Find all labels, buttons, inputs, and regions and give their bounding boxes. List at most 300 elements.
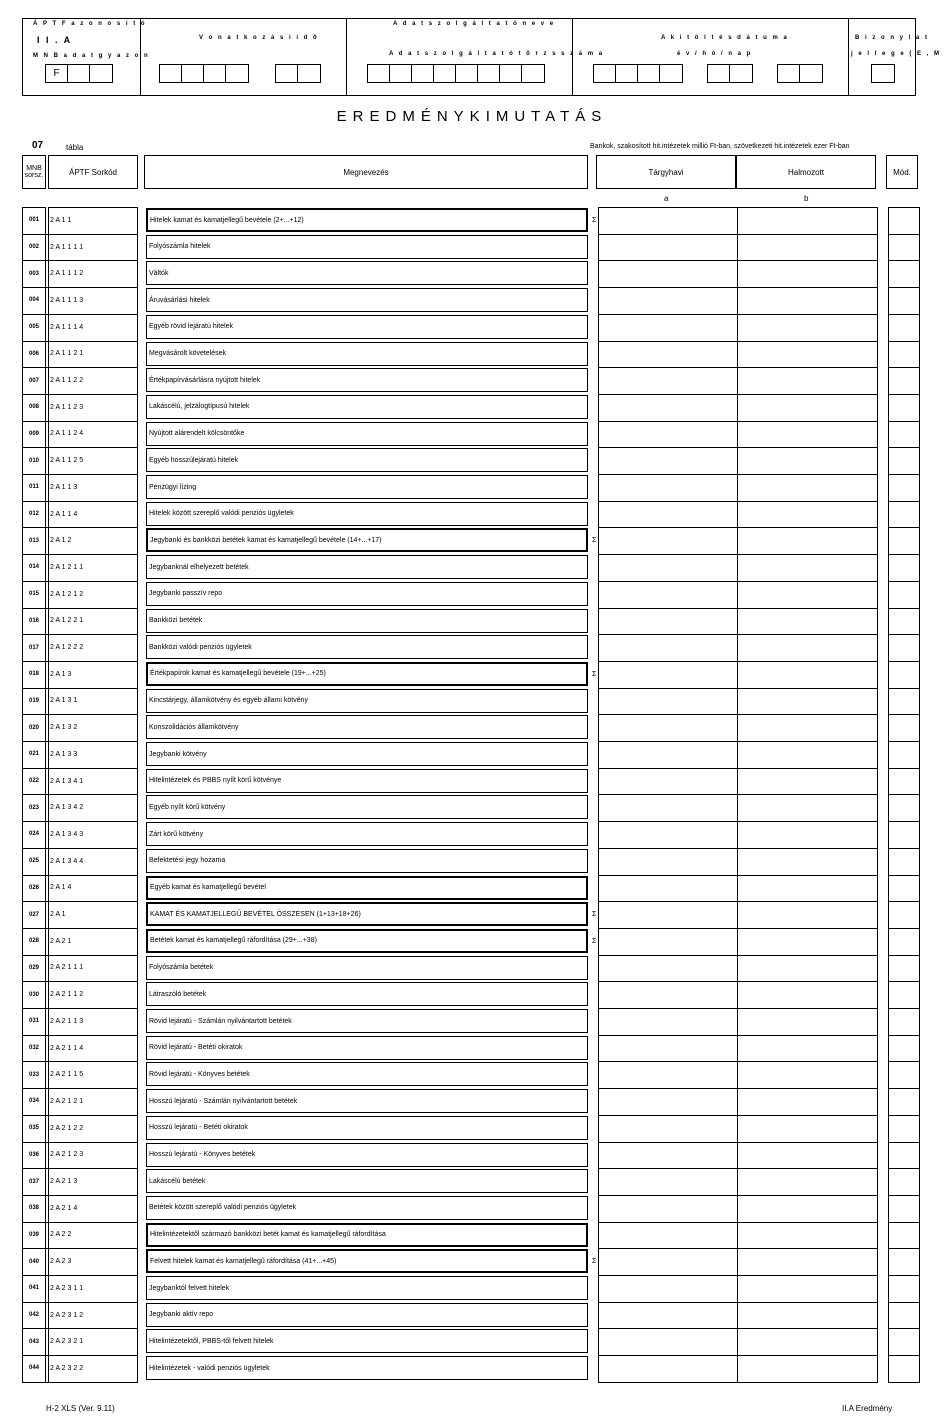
row-cumulative-input[interactable] bbox=[738, 1010, 878, 1032]
row-name: Hitelek kamat és kamatjellegű bevétele (2+...+12) bbox=[146, 208, 588, 232]
row-current-input[interactable] bbox=[600, 743, 736, 765]
row-mod-input[interactable] bbox=[890, 316, 920, 338]
table-row bbox=[22, 234, 922, 261]
date-box[interactable] bbox=[800, 65, 822, 82]
col-cumulative bbox=[736, 155, 876, 189]
row-current-input[interactable] bbox=[600, 423, 736, 445]
table-row bbox=[22, 848, 922, 875]
row-separator bbox=[888, 1382, 920, 1383]
aptf-value: I I . A bbox=[37, 35, 73, 45]
table-row bbox=[22, 1355, 922, 1382]
row-current-input[interactable] bbox=[600, 209, 736, 231]
row-name: Jegybanki kötvény bbox=[146, 742, 588, 766]
row-mod-input[interactable] bbox=[890, 770, 920, 792]
row-current-input[interactable] bbox=[600, 636, 736, 658]
date-box[interactable] bbox=[778, 65, 800, 82]
header-box bbox=[22, 18, 942, 96]
row-current-input[interactable] bbox=[600, 957, 736, 979]
table-row bbox=[22, 421, 922, 448]
row-aptf-code: 2 A 1 1 2 3 bbox=[50, 403, 84, 411]
tax-box[interactable] bbox=[368, 65, 390, 82]
row-mod-input[interactable] bbox=[890, 1037, 920, 1059]
period-box[interactable] bbox=[204, 65, 226, 82]
row-mod-input[interactable] bbox=[890, 1144, 920, 1166]
row-name: Folyószámla betétek bbox=[146, 956, 588, 980]
row-code: 036 bbox=[28, 1151, 39, 1158]
row-mod-input[interactable] bbox=[890, 636, 920, 658]
table-row bbox=[22, 287, 922, 314]
row-cumulative-input[interactable] bbox=[738, 823, 878, 845]
table-row bbox=[22, 634, 922, 661]
report-type-cell bbox=[849, 19, 942, 95]
row-mod-input[interactable] bbox=[890, 903, 920, 925]
table-word: tábla bbox=[66, 143, 84, 152]
row-aptf-code: 2 A 2 1 4 bbox=[50, 1204, 78, 1212]
table-row bbox=[22, 1275, 922, 1302]
row-current-input[interactable] bbox=[600, 690, 736, 712]
mnb-label: M N B a d a t g y a z o n bbox=[33, 53, 150, 59]
row-mod-input[interactable] bbox=[890, 743, 920, 765]
row-aptf-code: 2 A 2 1 1 2 bbox=[50, 991, 84, 999]
row-mod-input[interactable] bbox=[890, 503, 920, 525]
row-name: Rövid lejáratú - Számlán nyilvántartott betétek bbox=[146, 1009, 588, 1033]
row-mod-input[interactable] bbox=[890, 983, 920, 1005]
provider-tax-boxes[interactable] bbox=[367, 64, 545, 83]
row-code: 040 bbox=[28, 1258, 39, 1265]
row-code: 035 bbox=[28, 1125, 39, 1132]
row-mod-input[interactable] bbox=[890, 1170, 920, 1192]
row-mod-input[interactable] bbox=[890, 1197, 920, 1219]
tax-box[interactable] bbox=[478, 65, 500, 82]
row-mod-input[interactable] bbox=[890, 583, 920, 605]
date-month-boxes[interactable] bbox=[707, 64, 753, 83]
row-cumulative-input[interactable] bbox=[738, 903, 878, 925]
row-code: 002 bbox=[28, 244, 39, 251]
row-cumulative-input[interactable] bbox=[738, 262, 878, 284]
report-type-box[interactable] bbox=[871, 64, 895, 83]
row-cumulative-input[interactable] bbox=[738, 610, 878, 632]
row-cumulative-input[interactable] bbox=[738, 236, 878, 258]
col-mnb-label: MNB sorsz. bbox=[24, 165, 44, 179]
row-aptf-code: 2 A 1 2 2 2 bbox=[50, 644, 84, 652]
row-mod-input[interactable] bbox=[890, 877, 920, 899]
row-cumulative-input[interactable] bbox=[738, 396, 878, 418]
row-code: 041 bbox=[28, 1285, 39, 1292]
row-mod-input[interactable] bbox=[890, 476, 920, 498]
row-code: 025 bbox=[28, 858, 39, 865]
row-name: Pénzügyi lízing bbox=[146, 475, 588, 499]
row-cumulative-input[interactable] bbox=[738, 1277, 878, 1299]
row-mod-input[interactable] bbox=[890, 957, 920, 979]
table-row bbox=[22, 447, 922, 474]
table-row bbox=[22, 260, 922, 287]
period-label: V o n a t k o z á s i i d ő bbox=[199, 35, 319, 41]
table-row bbox=[22, 661, 922, 688]
row-code: 027 bbox=[28, 911, 39, 918]
col-mod-label: Mód. bbox=[893, 167, 911, 177]
row-mod-input[interactable] bbox=[890, 1277, 920, 1299]
row-aptf-code: 2 A 1 1 4 bbox=[50, 510, 78, 518]
row-code: 010 bbox=[28, 457, 39, 464]
row-current-input[interactable] bbox=[600, 449, 736, 471]
row-name: KAMAT ÉS KAMATJELLEGŰ BEVÉTEL ÖSSZESEN (1+13+18+26) bbox=[146, 902, 588, 926]
row-separator bbox=[598, 1382, 878, 1383]
col-name-label: Megnevezés bbox=[343, 167, 389, 177]
row-mod-input[interactable] bbox=[890, 796, 920, 818]
row-name: Betétek kamat és kamatjellegű ráfordítása (29+...+38) bbox=[146, 929, 588, 953]
row-cumulative-input[interactable] bbox=[738, 636, 878, 658]
period-year-boxes[interactable] bbox=[159, 64, 249, 83]
tax-box[interactable] bbox=[390, 65, 412, 82]
row-current-input[interactable] bbox=[600, 1037, 736, 1059]
period-box[interactable] bbox=[160, 65, 182, 82]
row-name: Rövid lejáratú - Könyves betétek bbox=[146, 1062, 588, 1086]
row-current-input[interactable] bbox=[600, 663, 736, 685]
row-current-input[interactable] bbox=[600, 529, 736, 551]
period-box[interactable] bbox=[276, 65, 298, 82]
row-cumulative-input[interactable] bbox=[738, 1090, 878, 1112]
row-cumulative-input[interactable] bbox=[738, 503, 878, 525]
mnb-box-group[interactable] bbox=[45, 64, 113, 83]
row-aptf-code: 2 A 2 3 1 2 bbox=[50, 1311, 84, 1319]
row-mod-input[interactable] bbox=[890, 716, 920, 738]
row-current-input[interactable] bbox=[600, 1144, 736, 1166]
row-current-input[interactable] bbox=[600, 369, 736, 391]
row-cumulative-input[interactable] bbox=[738, 1224, 878, 1246]
row-mod-input[interactable] bbox=[890, 209, 920, 231]
table-row bbox=[22, 955, 922, 982]
mnb-box-2[interactable] bbox=[68, 65, 90, 82]
row-name: Egyéb rövid lejáratú hitelek bbox=[146, 315, 588, 339]
table-row bbox=[22, 688, 922, 715]
row-cumulative-input[interactable] bbox=[738, 716, 878, 738]
row-name: Lakáscélú betétek bbox=[146, 1169, 588, 1193]
row-code: 026 bbox=[28, 884, 39, 891]
row-mod-input[interactable] bbox=[890, 449, 920, 471]
row-sum-marker: Σ bbox=[592, 216, 597, 224]
row-mod-input[interactable] bbox=[890, 369, 920, 391]
row-name: Hosszú lejáratú - Könyves betétek bbox=[146, 1143, 588, 1167]
row-cumulative-input[interactable] bbox=[738, 850, 878, 872]
row-code: 042 bbox=[28, 1312, 39, 1319]
row-current-input[interactable] bbox=[600, 983, 736, 1005]
table-row bbox=[22, 554, 922, 581]
row-sum-marker: Σ bbox=[592, 911, 597, 919]
row-cumulative-input[interactable] bbox=[738, 316, 878, 338]
row-mod-input[interactable] bbox=[890, 1357, 920, 1379]
row-current-input[interactable] bbox=[600, 396, 736, 418]
row-mod-input[interactable] bbox=[890, 1304, 920, 1326]
row-current-input[interactable] bbox=[600, 1063, 736, 1085]
row-current-input[interactable] bbox=[600, 1090, 736, 1112]
row-cumulative-input[interactable] bbox=[738, 877, 878, 899]
table-row bbox=[22, 714, 922, 741]
period-box[interactable] bbox=[226, 65, 248, 82]
row-current-input[interactable] bbox=[600, 610, 736, 632]
row-current-input[interactable] bbox=[600, 1250, 736, 1272]
row-mod-input[interactable] bbox=[890, 556, 920, 578]
currency-note: Bankok, szakosított hit.intézetek millió Ft-ban, szövetkezeti hit.intézetek ezer Ft-ban bbox=[590, 143, 850, 150]
row-aptf-code: 2 A 1 1 1 2 bbox=[50, 270, 84, 278]
row-current-input[interactable] bbox=[600, 1357, 736, 1379]
row-cumulative-input[interactable] bbox=[738, 343, 878, 365]
date-year-boxes[interactable] bbox=[593, 64, 683, 83]
row-aptf-code: 2 A 1 1 3 bbox=[50, 483, 78, 491]
row-current-input[interactable] bbox=[600, 877, 736, 899]
report-type-label: j e l l e g e ( E , M bbox=[851, 51, 942, 57]
row-mod-input[interactable] bbox=[890, 262, 920, 284]
row-code: 009 bbox=[28, 430, 39, 437]
table-row bbox=[22, 1008, 922, 1035]
row-mod-input[interactable] bbox=[890, 236, 920, 258]
row-code: 020 bbox=[28, 724, 39, 731]
row-cumulative-input[interactable] bbox=[738, 1170, 878, 1192]
row-aptf-code: 2 A 1 3 4 4 bbox=[50, 857, 84, 865]
row-current-input[interactable] bbox=[600, 930, 736, 952]
row-current-input[interactable] bbox=[600, 796, 736, 818]
row-cumulative-input[interactable] bbox=[738, 289, 878, 311]
row-mod-input[interactable] bbox=[890, 529, 920, 551]
table-row bbox=[22, 1035, 922, 1062]
row-code: 037 bbox=[28, 1178, 39, 1185]
row-name: Értékpapírvásárlásra nyújtott hitelek bbox=[146, 368, 588, 392]
date-day-boxes[interactable] bbox=[777, 64, 823, 83]
date-box[interactable] bbox=[660, 65, 682, 82]
row-name: Jegybanktól felvett hitelek bbox=[146, 1276, 588, 1300]
tax-box[interactable] bbox=[500, 65, 522, 82]
row-name: Egyéb hosszúlejáratú hitelek bbox=[146, 448, 588, 472]
row-aptf-code: 2 A 1 3 4 3 bbox=[50, 830, 84, 838]
date-cell bbox=[573, 19, 849, 95]
row-current-input[interactable] bbox=[600, 556, 736, 578]
report-label: B i z o n y l a t bbox=[855, 35, 930, 41]
row-aptf-code: 2 A 1 1 1 1 bbox=[50, 243, 84, 251]
table-number: 07 bbox=[32, 140, 44, 151]
date-box[interactable] bbox=[616, 65, 638, 82]
date-box[interactable] bbox=[730, 65, 752, 82]
row-mod-input[interactable] bbox=[890, 1010, 920, 1032]
row-mod-input[interactable] bbox=[890, 1250, 920, 1272]
row-code: 044 bbox=[28, 1365, 39, 1372]
col-current bbox=[596, 155, 736, 189]
row-code: 031 bbox=[28, 1018, 39, 1025]
row-current-input[interactable] bbox=[600, 316, 736, 338]
table-row bbox=[22, 1222, 922, 1249]
row-current-input[interactable] bbox=[600, 1224, 736, 1246]
row-mod-input[interactable] bbox=[890, 289, 920, 311]
mnb-box-1[interactable]: F bbox=[46, 65, 68, 82]
row-code: 017 bbox=[28, 644, 39, 651]
row-cumulative-input[interactable] bbox=[738, 770, 878, 792]
aptf-label: Á P T F a z o n o s í t ó bbox=[33, 21, 147, 27]
row-aptf-code: 2 A 1 4 bbox=[50, 884, 72, 892]
row-aptf-code: 2 A 1 1 1 4 bbox=[50, 323, 84, 331]
row-aptf-code: 2 A 2 1 1 4 bbox=[50, 1044, 84, 1052]
row-current-input[interactable] bbox=[600, 903, 736, 925]
period-box[interactable] bbox=[182, 65, 204, 82]
row-mod-input[interactable] bbox=[890, 1090, 920, 1112]
date-box[interactable] bbox=[708, 65, 730, 82]
row-cumulative-input[interactable] bbox=[738, 690, 878, 712]
row-name: Felvett hitelek kamat és kamatjellegű ráfordítása (41+...+45) bbox=[146, 1249, 588, 1273]
row-name: Jegybanknál elhelyezett betétek bbox=[146, 555, 588, 579]
row-aptf-code: 2 A 1 3 bbox=[50, 670, 72, 678]
report-type-input[interactable] bbox=[872, 65, 894, 82]
row-mod-input[interactable] bbox=[890, 396, 920, 418]
col-b-marker: b bbox=[804, 194, 809, 203]
row-current-input[interactable] bbox=[600, 1330, 736, 1352]
row-name: Egyéb kamat és kamatjellegű bevétel bbox=[146, 876, 588, 900]
row-mod-input[interactable] bbox=[890, 1224, 920, 1246]
table-row bbox=[22, 928, 922, 955]
row-current-input[interactable] bbox=[600, 823, 736, 845]
page-title: EREDMÉNYKIMUTATÁS bbox=[336, 108, 608, 125]
row-current-input[interactable] bbox=[600, 716, 736, 738]
tax-box[interactable] bbox=[522, 65, 544, 82]
date-format: é v / h ó / n a p bbox=[677, 51, 753, 57]
table-row bbox=[22, 341, 922, 368]
row-name: Értékpapírok kamat és kamatjellegű bevétele (19+...+25) bbox=[146, 662, 588, 686]
table-row bbox=[22, 741, 922, 768]
row-name: Hitelintézetek és PBBS nyílt körű kötvénye bbox=[146, 769, 588, 793]
period-cell bbox=[141, 19, 347, 95]
row-mod-input[interactable] bbox=[890, 930, 920, 952]
row-cumulative-input[interactable] bbox=[738, 583, 878, 605]
row-mod-input[interactable] bbox=[890, 423, 920, 445]
tax-box[interactable] bbox=[456, 65, 478, 82]
date-box[interactable] bbox=[594, 65, 616, 82]
table-row bbox=[22, 794, 922, 821]
row-name: Jegybanki passzív repo bbox=[146, 582, 588, 606]
row-cumulative-input[interactable] bbox=[738, 743, 878, 765]
row-cumulative-input[interactable] bbox=[738, 1037, 878, 1059]
table-row bbox=[22, 901, 922, 928]
provider-cell bbox=[347, 19, 605, 95]
row-mod-input[interactable] bbox=[890, 823, 920, 845]
row-name: Folyószámla hitelek bbox=[146, 235, 588, 259]
tax-box[interactable] bbox=[434, 65, 456, 82]
row-current-input[interactable] bbox=[600, 503, 736, 525]
row-cumulative-input[interactable] bbox=[738, 1063, 878, 1085]
row-name: Váltók bbox=[146, 261, 588, 285]
row-cumulative-input[interactable] bbox=[738, 1330, 878, 1352]
row-aptf-code: 2 A 2 3 1 1 bbox=[50, 1284, 84, 1292]
row-cumulative-input[interactable] bbox=[738, 556, 878, 578]
row-name: Hosszú lejáratú - Számlán nyilvántartott betétek bbox=[146, 1089, 588, 1113]
row-current-input[interactable] bbox=[600, 289, 736, 311]
row-mod-input[interactable] bbox=[890, 850, 920, 872]
row-name: Kincstárjegy, államkötvény és egyéb állami kötvény bbox=[146, 689, 588, 713]
row-name: Jegybanki aktív repo bbox=[146, 1303, 588, 1327]
row-name: Zárt körű kötvény bbox=[146, 822, 588, 846]
row-sum-marker: Σ bbox=[592, 937, 597, 945]
row-cumulative-input[interactable] bbox=[738, 369, 878, 391]
row-code: 029 bbox=[28, 964, 39, 971]
row-current-input[interactable] bbox=[600, 476, 736, 498]
row-cumulative-input[interactable] bbox=[738, 1357, 878, 1379]
row-aptf-code: 2 A 2 2 bbox=[50, 1231, 72, 1239]
row-aptf-code: 2 A 1 2 1 2 bbox=[50, 590, 84, 598]
row-current-input[interactable] bbox=[600, 1010, 736, 1032]
row-code: 022 bbox=[28, 778, 39, 785]
row-mod-input[interactable] bbox=[890, 663, 920, 685]
row-mod-input[interactable] bbox=[890, 1330, 920, 1352]
row-mod-input[interactable] bbox=[890, 1117, 920, 1139]
row-name: Hitelek között szereplő valódi penziós ügyletek bbox=[146, 502, 588, 526]
row-cumulative-input[interactable] bbox=[738, 476, 878, 498]
row-cumulative-input[interactable] bbox=[738, 1250, 878, 1272]
row-aptf-code: 2 A 1 1 2 5 bbox=[50, 457, 84, 465]
mnb-box-3[interactable] bbox=[90, 65, 112, 82]
row-current-input[interactable] bbox=[600, 770, 736, 792]
row-current-input[interactable] bbox=[600, 1197, 736, 1219]
col-name bbox=[144, 155, 588, 189]
row-aptf-code: 2 A 2 3 bbox=[50, 1258, 72, 1266]
row-cumulative-input[interactable] bbox=[738, 957, 878, 979]
row-code: 023 bbox=[28, 804, 39, 811]
row-current-input[interactable] bbox=[600, 1277, 736, 1299]
row-cumulative-input[interactable] bbox=[738, 796, 878, 818]
row-current-input[interactable] bbox=[600, 236, 736, 258]
row-aptf-code: 2 A 2 1 2 1 bbox=[50, 1097, 84, 1105]
date-box[interactable] bbox=[638, 65, 660, 82]
row-cumulative-input[interactable] bbox=[738, 1144, 878, 1166]
tax-box[interactable] bbox=[412, 65, 434, 82]
provider-name-label: A d a t s z o l g á l t a t ó n e v e bbox=[393, 21, 556, 27]
col-mod bbox=[886, 155, 918, 189]
period-month-boxes[interactable] bbox=[275, 64, 321, 83]
period-box[interactable] bbox=[298, 65, 320, 82]
table-row bbox=[22, 1115, 922, 1142]
table-row bbox=[22, 608, 922, 635]
row-aptf-code: 2 A 1 bbox=[50, 911, 66, 919]
table-row bbox=[22, 1302, 922, 1329]
row-aptf-code: 2 A 1 1 1 3 bbox=[50, 296, 84, 304]
row-cumulative-input[interactable] bbox=[738, 209, 878, 231]
table-row bbox=[22, 1195, 922, 1222]
row-current-input[interactable] bbox=[600, 1304, 736, 1326]
row-cumulative-input[interactable] bbox=[738, 423, 878, 445]
row-cumulative-input[interactable] bbox=[738, 1117, 878, 1139]
row-cumulative-input[interactable] bbox=[738, 983, 878, 1005]
row-mod-input[interactable] bbox=[890, 690, 920, 712]
row-name: Betétek között szereplő valódi penziós ügyletek bbox=[146, 1196, 588, 1220]
row-current-input[interactable] bbox=[600, 850, 736, 872]
table-row bbox=[22, 207, 922, 234]
row-code: 007 bbox=[28, 377, 39, 384]
row-cumulative-input[interactable] bbox=[738, 663, 878, 685]
row-cumulative-input[interactable] bbox=[738, 529, 878, 551]
table-row bbox=[22, 875, 922, 902]
row-aptf-code: 2 A 2 3 2 2 bbox=[50, 1364, 84, 1372]
footer-sheet: II.A Eredmény bbox=[842, 1404, 893, 1413]
row-current-input[interactable] bbox=[600, 343, 736, 365]
table-row bbox=[22, 581, 922, 608]
row-cumulative-input[interactable] bbox=[738, 1304, 878, 1326]
row-current-input[interactable] bbox=[600, 262, 736, 284]
row-current-input[interactable] bbox=[600, 1117, 736, 1139]
row-current-input[interactable] bbox=[600, 1170, 736, 1192]
row-mod-input[interactable] bbox=[890, 343, 920, 365]
row-current-input[interactable] bbox=[600, 583, 736, 605]
row-mod-input[interactable] bbox=[890, 610, 920, 632]
row-cumulative-input[interactable] bbox=[738, 449, 878, 471]
row-cumulative-input[interactable] bbox=[738, 1197, 878, 1219]
row-cumulative-input[interactable] bbox=[738, 930, 878, 952]
row-mod-input[interactable] bbox=[890, 1063, 920, 1085]
row-name: Látraszóló betétek bbox=[146, 982, 588, 1006]
table-row bbox=[22, 367, 922, 394]
